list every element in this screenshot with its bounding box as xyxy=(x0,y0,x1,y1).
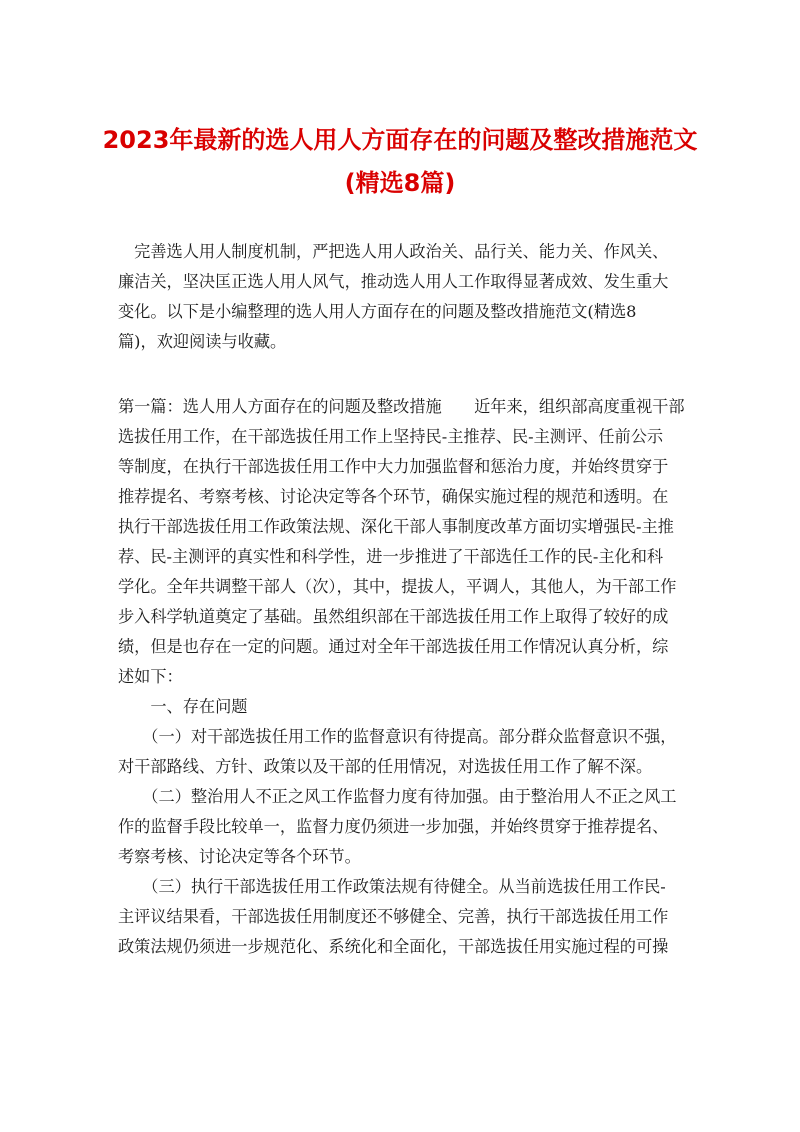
body-line-11: （一）对干部选拔任用工作的监督意识有待提高。部分群众监督意识不强， xyxy=(118,727,677,746)
body-line-10: 述如下： xyxy=(118,667,183,686)
body-line-8: 步入科学轨道奠定了基础。虽然组织部在干部选拔任用工作上取得了较好的成 xyxy=(118,607,669,626)
body-line-15: 考察考核、讨论决定等各个环节。 xyxy=(118,847,361,866)
body-line-2: 选拔任用工作，在干部选拔任用工作上坚持民-主推荐、民-主测评、任前公示 xyxy=(118,427,664,446)
intro-line-4: 篇)，欢迎阅读与收藏。 xyxy=(118,332,287,351)
body-line-5: 执行干部选拔任用工作政策法规、深化干部人事制度改革方面切实增强民-主推 xyxy=(118,517,674,536)
body-line-1: 第一篇：选人用人方面存在的问题及整改措施 近年来，组织部高度重视干部 xyxy=(118,397,685,416)
body-line-18: 政策法规仍须进一步规范化、系统化和全面化，干部选拔任用实施过程的可操 xyxy=(118,937,669,956)
intro-line-1: 完善选人用人制度机制，严把选人用人政治关、品行关、能力关、作风关、 xyxy=(118,242,669,261)
intro-line-3: 变化。以下是小编整理的选人用人方面存在的问题及整改措施范文(精选8 xyxy=(118,302,637,321)
body-line-12: 对干部路线、方针、政策以及干部的任用情况，对选拔任用工作了解不深。 xyxy=(118,757,653,776)
document-title-line-1: 2023年最新的选人用人方面存在的问题及整改措施范文 xyxy=(102,126,698,154)
body-line-16: （三）执行干部选拔任用工作政策法规有待健全。从当前选拔任用工作民- xyxy=(118,877,666,896)
body-line-13: （二）整治用人不正之风工作监督力度有待加强。由于整治用人不正之风工 xyxy=(118,787,677,806)
body-line-7: 学化。全年共调整干部人（次），其中，提拔人，平调人，其他人，为干部工作 xyxy=(118,577,677,596)
body-line-9: 绩，但是也存在一定的问题。通过对全年干部选拔任用工作情况认真分析，综 xyxy=(118,637,669,656)
body-line-3: 等制度，在执行干部选拔任用工作中大力加强监督和惩治力度，并始终贯穿于 xyxy=(118,457,669,476)
intro-line-2: 廉洁关，坚决匡正选人用人风气，推动选人用人工作取得显著成效、发生重大 xyxy=(118,272,669,291)
body-line-17: 主评议结果看，干部选拔任用制度还不够健全、完善，执行干部选拔任用工作 xyxy=(118,907,669,926)
body-line-14: 作的监督手段比较单一，监督力度仍须进一步加强，并始终贯穿于推荐提名、 xyxy=(118,817,669,836)
document-title-line-2: (精选8篇) xyxy=(344,169,456,197)
body-line-4: 推荐提名、考察考核、讨论决定等各个环节，确保实施过程的规范和透明。在 xyxy=(118,487,669,506)
body-line-6: 荐、民-主测评的真实性和科学性，进一步推进了干部选任工作的民-主化和科 xyxy=(118,547,664,566)
section-heading: 一、存在问题 xyxy=(118,697,248,716)
